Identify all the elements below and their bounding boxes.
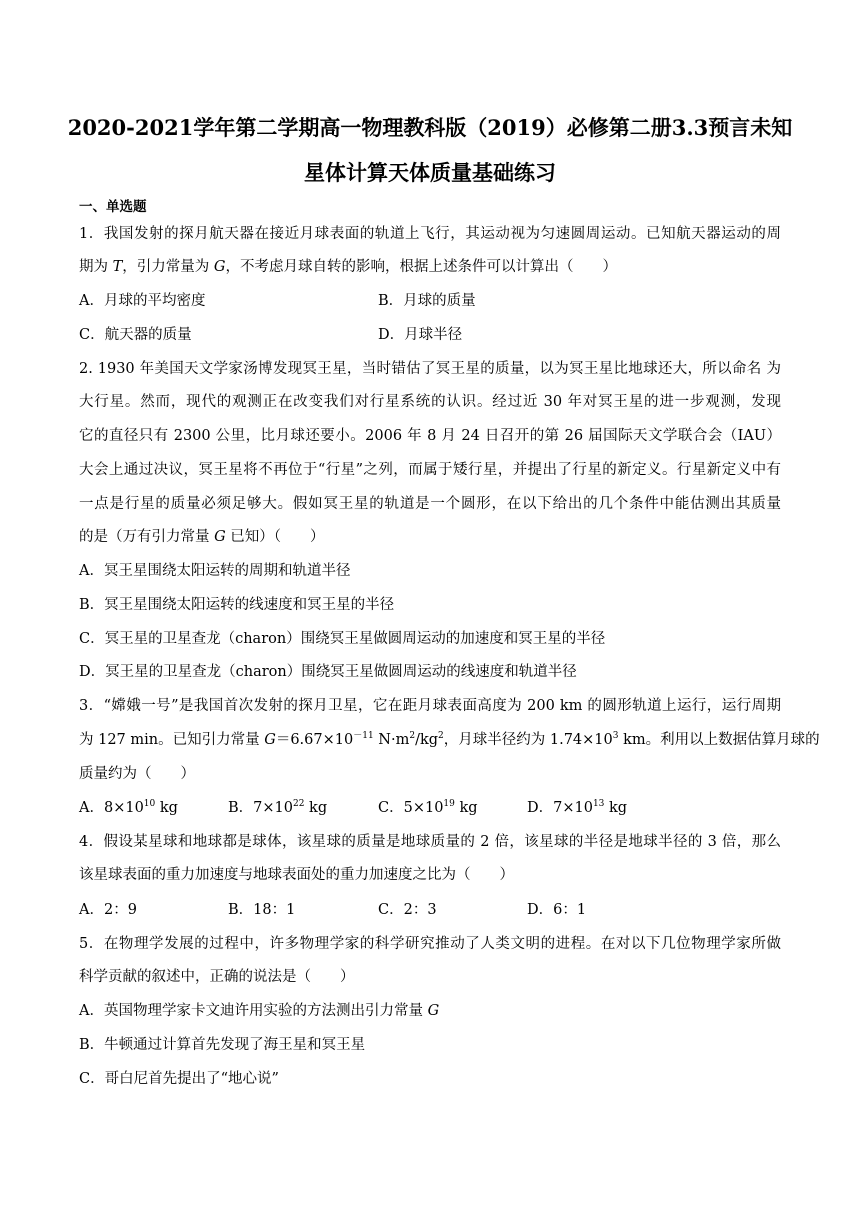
q4-option-b: B．18：1 (228, 902, 296, 918)
q1-text: ，引力常量为 (122, 259, 214, 275)
q3-option-a-base: A．8×10 (79, 800, 144, 816)
q3-option-c-base: C．5×10 (378, 800, 444, 816)
q3-line-1: 3．“嫦娥一号”是我国首次发射的探月卫星，它在距月球表面高度为 200 km 的圆形轨道上运行，运行周期 (79, 698, 781, 714)
q3-option-d-base: D．7×10 (527, 800, 593, 816)
q1-line-2 (79, 257, 617, 277)
q3-text: ，月球半径约为 1.74×10 (443, 732, 613, 748)
q2-line-3: 它的直径只有 2300 公里，比月球还要小。2006 年 8 月 24 日召开的第 26 届国际天文学联合会（IAU） (79, 428, 781, 444)
q1-option-a: A．月球的平均密度 (79, 293, 206, 309)
q4-line-1: 4．假设某星球和地球都是球体，该星球的质量是地球质量的 2 倍，该星球的半径是地球半径的 3 倍，那么 (79, 834, 781, 850)
q2-line-6 (79, 527, 325, 547)
q2-option-b: B．冥王星围绕太阳运转的线速度和冥王星的半径 (79, 597, 395, 613)
q2-line-1: 2. 1930 年美国天文学家汤博发现冥王星，当时错估了冥王星的质量，以为冥王星比地球还大，所以命名 为 (79, 361, 781, 377)
q3-option-a (79, 798, 178, 818)
q2-option-d: D．冥王星的卫星查龙（charon）围绕冥王星做圆周运动的线速度和轨道半径 (79, 664, 577, 680)
q3-text: km。利用以上数据估算月球的 (618, 732, 820, 748)
q3-option-b-base: B．7×10 (228, 800, 293, 816)
q3-option-c-unit: kg (454, 800, 478, 816)
q1-text: 期为 (79, 259, 113, 275)
q3-exponent: 3 (612, 731, 619, 741)
q1-option-c: C．航天器的质量 (79, 327, 192, 343)
q4-option-a: A．2：9 (79, 902, 137, 918)
q3-text: 为 127 min。已知引力常量 (79, 732, 265, 748)
q1-option-b: B．月球的质量 (378, 293, 476, 309)
q2-option-a: A．冥王星围绕太阳运转的周期和轨道半径 (79, 563, 351, 579)
q3-option-b (228, 798, 327, 818)
q3-line-2 (79, 730, 820, 750)
q3-line-3: 质量约为（ ） (79, 766, 195, 782)
q2-line-4: 大会上通过决议，冥王星将不再位于“行星”之列，而属于矮行星，并提出了行星的新定义。行星新定义中有 (79, 462, 781, 478)
q3-exponent: －11 (353, 731, 374, 741)
q3-option-d-exponent: 13 (592, 799, 605, 809)
q1-text: ，不考虑月球自转的影响，根据上述条件可以计算出（ ） (225, 259, 617, 275)
q3-option-b-unit: kg (304, 800, 328, 816)
q5-line-2: 科学贡献的叙述中，正确的说法是（ ） (79, 969, 355, 985)
q3-text: /kg (415, 732, 439, 748)
q3-option-b-exponent: 22 (292, 799, 305, 809)
q3-option-a-exponent: 10 (143, 799, 156, 809)
q1-symbol-G: G (213, 259, 226, 275)
q2-option-c: C．冥王星的卫星查龙（charon）围绕冥王星做圆周运动的加速度和冥王星的半径 (79, 631, 606, 647)
q3-exponent: 2 (438, 731, 444, 741)
q1-option-d: D．月球半径 (378, 327, 463, 343)
q5-option-a (79, 1001, 439, 1021)
q3-text: ＝6.67×10 (275, 732, 354, 748)
q4-line-2: 该星球表面的重力加速度与地球表面处的重力加速度之比为（ ） (79, 867, 514, 883)
q2-text: 的是（万有引力常量 (79, 529, 215, 545)
q1-symbol-T: T (112, 259, 123, 275)
q5-option-c: C．哥白尼首先提出了“地心说” (79, 1071, 279, 1087)
title-line-2: 星体计算天体质量基础练习 (304, 160, 556, 185)
q3-symbol-G: G (264, 732, 276, 748)
q5-option-b: B．牛顿通过计算首先发现了海王星和冥王星 (79, 1037, 366, 1053)
q2-symbol-G: G (214, 529, 226, 545)
title-line-1: 2020-2021学年第二学期高一物理教科版（2019）必修第二册3.3预言未知 (67, 115, 793, 140)
q5-option-a-text: A．英国物理学家卡文迪许用实验的方法测出引力常量 (79, 1003, 428, 1019)
q3-option-d-unit: kg (604, 800, 628, 816)
q4-option-c: C．2：3 (378, 902, 437, 918)
q3-option-c-exponent: 19 (443, 799, 455, 809)
q1-line-1: 1．我国发射的探月航天器在接近月球表面的轨道上飞行，其运动视为匀速圆周运动。已知航天器运动的周 (79, 226, 781, 242)
q5-line-1: 5．在物理学发展的过程中，许多物理学家的科学研究推动了人类文明的进程。在对以下几位物理学家所做 (79, 936, 781, 952)
q4-option-d: D．6：1 (527, 902, 587, 918)
q2-line-5: 一点是行星的质量必须足够大。假如冥王星的轨道是一个圆形，在以下给出的几个条件中能估测出其质量 (79, 496, 781, 512)
q2-text: 已知）（ ） (225, 529, 325, 545)
q3-text: N·m (373, 732, 410, 748)
q3-option-a-unit: kg (155, 800, 178, 816)
q3-option-c (378, 798, 478, 818)
q3-option-d (527, 798, 627, 818)
q3-exponent: 2 (409, 731, 416, 741)
q2-line-2: 大行星。然而，现代的观测正在改变我们对行星系统的认识。经过近 30 年对冥王星的进一步观测，发现 (79, 394, 781, 410)
q5-symbol-G: G (427, 1003, 440, 1019)
section-heading: 一、单选题 (79, 199, 147, 215)
